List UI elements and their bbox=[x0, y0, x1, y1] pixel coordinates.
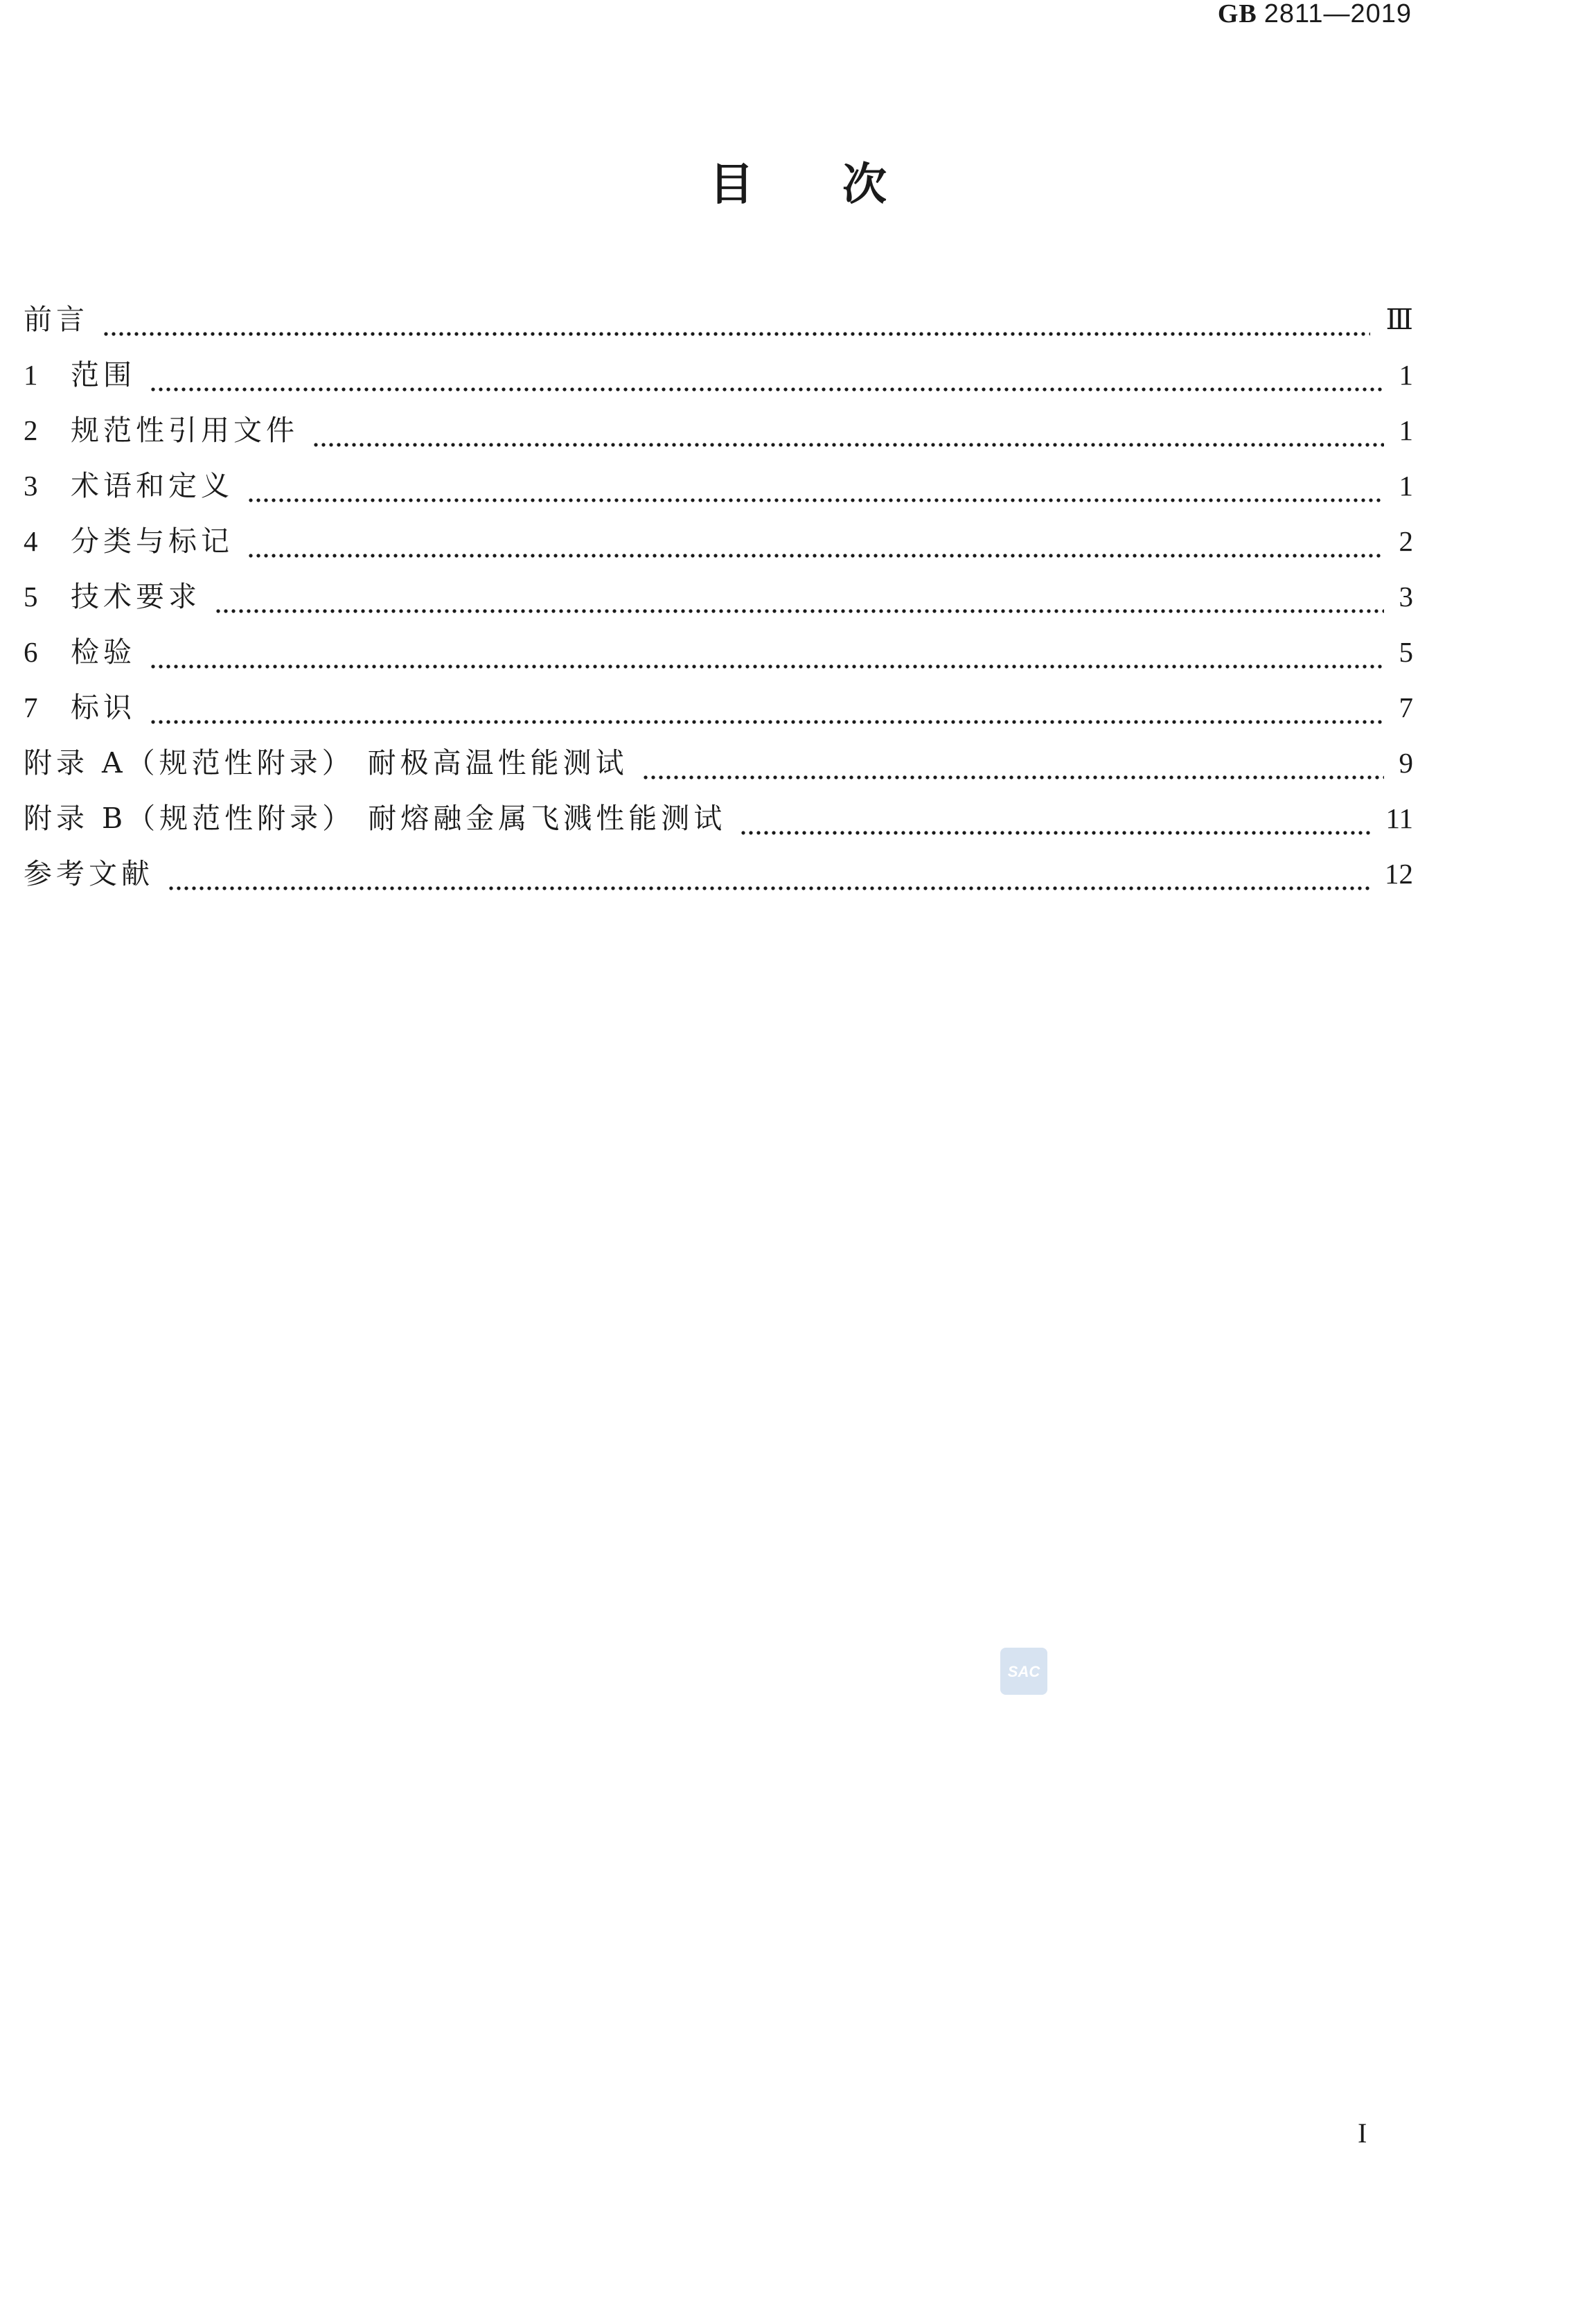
toc-entry-page: 1 bbox=[1399, 470, 1413, 502]
toc-entry-inspection[interactable] bbox=[24, 633, 1413, 688]
toc-entry-label: 参考文献 bbox=[24, 857, 154, 890]
toc-entry-page: Ⅲ bbox=[1385, 303, 1413, 335]
toc-entry-number: 6 bbox=[24, 636, 38, 668]
toc-entry-label: 术语和定义 bbox=[71, 469, 233, 502]
toc-entry-page: 1 bbox=[1399, 359, 1413, 391]
dot-leader bbox=[741, 831, 1370, 835]
dot-leader bbox=[151, 664, 1384, 669]
toc-entry-classification-marking[interactable] bbox=[24, 522, 1413, 577]
toc-entry-page: 7 bbox=[1399, 691, 1413, 723]
toc-entry-number: 1 bbox=[24, 359, 38, 391]
sac-logo-icon bbox=[1000, 1648, 1047, 1695]
toc-entry-number: 2 bbox=[24, 414, 38, 446]
toc-entry-label: 技术要求 bbox=[71, 580, 201, 613]
toc-entry-page: 12 bbox=[1385, 858, 1413, 890]
dot-leader bbox=[151, 720, 1384, 724]
dot-leader bbox=[151, 387, 1384, 391]
standard-number: 2811—2019 bbox=[1264, 0, 1412, 28]
toc-entry-label: 前言 bbox=[24, 303, 89, 336]
toc-entry-number: 5 bbox=[24, 581, 38, 613]
dot-leader bbox=[644, 775, 1384, 779]
toc-entry-annex-b[interactable] bbox=[24, 799, 1413, 854]
toc-entry-foreword[interactable] bbox=[24, 300, 1413, 355]
toc-entry-number: 3 bbox=[24, 470, 38, 502]
toc-entry-page: 1 bbox=[1399, 414, 1413, 446]
toc-entry-annex-a[interactable] bbox=[24, 743, 1413, 799]
toc-entry-page: 3 bbox=[1399, 581, 1413, 613]
dot-leader bbox=[314, 443, 1384, 447]
toc-entry-label: 规范性引用文件 bbox=[71, 414, 299, 447]
toc-entry-label: 附录 A（规范性附录） 耐极高温性能测试 bbox=[24, 746, 628, 779]
dot-leader bbox=[169, 886, 1369, 890]
toc-entry-label: 标识 bbox=[71, 691, 136, 724]
toc-entry-page: 2 bbox=[1399, 525, 1413, 557]
standard-code bbox=[1218, 0, 1412, 27]
toc-entry-labeling[interactable] bbox=[24, 688, 1413, 743]
dot-leader bbox=[249, 554, 1384, 558]
dot-leader bbox=[216, 609, 1384, 613]
table-of-contents bbox=[24, 300, 1413, 910]
toc-entry-page: 9 bbox=[1399, 747, 1413, 779]
toc-entry-label: 范围 bbox=[71, 358, 136, 391]
toc-entry-page: 11 bbox=[1385, 802, 1413, 834]
toc-entry-number: 4 bbox=[24, 525, 38, 557]
watermark-text: SAC bbox=[1007, 1663, 1040, 1680]
dot-leader bbox=[104, 332, 1370, 336]
standard-prefix: GB bbox=[1217, 0, 1257, 28]
toc-entry-technical-requirements[interactable] bbox=[24, 577, 1413, 633]
toc-entry-label: 检验 bbox=[71, 635, 136, 669]
toc-entry-label: 附录 B（规范性附录） 耐熔融金属飞溅性能测试 bbox=[24, 802, 727, 835]
toc-entry-number: 7 bbox=[24, 691, 38, 723]
toc-entry-bibliography[interactable] bbox=[24, 854, 1413, 910]
page-title: 目次 bbox=[709, 159, 975, 211]
sac-watermark-logo bbox=[1000, 1648, 1047, 1695]
dot-leader bbox=[249, 498, 1384, 502]
toc-entry-label: 分类与标记 bbox=[71, 525, 233, 558]
page-number: I bbox=[1358, 2117, 1367, 2149]
toc-entry-page: 5 bbox=[1399, 636, 1413, 668]
toc-entry-terms-definitions[interactable] bbox=[24, 466, 1413, 522]
toc-entry-scope[interactable] bbox=[24, 355, 1413, 411]
toc-entry-normative-references[interactable] bbox=[24, 411, 1413, 466]
